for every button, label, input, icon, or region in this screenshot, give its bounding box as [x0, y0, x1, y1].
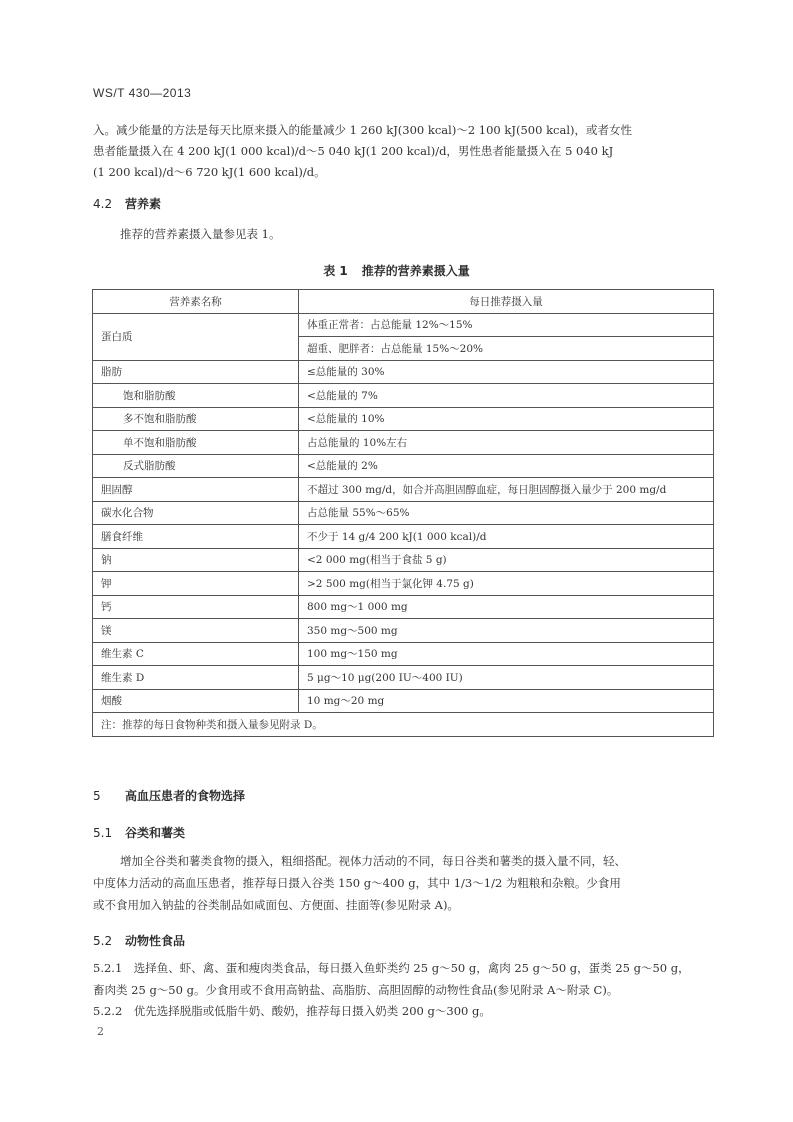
nutrient-name: 碳水化合物: [93, 501, 299, 525]
nutrient-name: 膳食纤维: [93, 525, 299, 549]
nutrient-value: 占总能量的 10%左右: [299, 431, 714, 455]
section-4-2-text: 推荐的营养素摄入量参见表 1。: [120, 227, 281, 241]
table-note-row: [93, 713, 714, 737]
table-row: [93, 313, 714, 337]
table-row: [93, 384, 714, 408]
page-number: 2: [97, 1025, 104, 1038]
section-5-1-line-3: 或不食用加入钠盐的谷类制品如咸面包、方便面、挂面等(参见附录 A)。: [93, 898, 459, 912]
intro-line-3: (1 200 kcal)/d～6 720 kJ(1 600 kcal)/d。: [93, 165, 326, 179]
section-5-2-1-line-2: 畜肉类 25 g～50 g。少食用或不食用高钠盐、高脂肪、高胆固醇的动物性食品(参见附录 A～附录 C)。: [93, 983, 619, 997]
nutrient-value: 5 μg～10 μg(200 IU～400 IU): [299, 666, 714, 690]
nutrient-name: 单不饱和脂肪酸: [93, 431, 299, 455]
nutrient-name: 胆固醇: [93, 478, 299, 502]
nutrient-name: 烟酸: [93, 689, 299, 713]
section-5-2-2-text: 5.2.2 优先选择脱脂或低脂牛奶、酸奶，推荐每日摄入奶类 200 g～300 g。: [93, 1004, 491, 1018]
nutrient-value: >2 500 mg(相当于氯化钾 4.75 g): [299, 572, 714, 596]
nutrient-value: <总能量的 10%: [299, 407, 714, 431]
nutrient-value: 350 mg～500 mg: [299, 619, 714, 643]
nutrient-value: 不超过 300 mg/d，如合并高胆固醇血症，每日胆固醇摄入量少于 200 mg/d: [299, 478, 714, 502]
nutrient-value: 不少于 14 g/4 200 kJ(1 000 kcal)/d: [299, 525, 714, 549]
table-row: [93, 666, 714, 690]
table-row: [93, 619, 714, 643]
header-daily-intake: 每日推荐摄入量: [299, 290, 714, 314]
table-caption-title: 推荐的营养素摄入量: [361, 264, 470, 278]
table-row: [93, 595, 714, 619]
table-row: [93, 548, 714, 572]
table-row: [93, 454, 714, 478]
nutrient-value: 100 mg～150 mg: [299, 642, 714, 666]
table-note: 注：推荐的每日食物种类和摄入量参见附录 D。: [93, 713, 714, 737]
nutrient-table: [92, 289, 714, 737]
nutrient-value: ≤总能量的 30%: [299, 360, 714, 384]
table-row: [93, 525, 714, 549]
nutrient-name: 维生素 D: [93, 666, 299, 690]
section-5-heading: [93, 787, 245, 804]
nutrient-name: 蛋白质: [93, 313, 299, 360]
nutrient-name: 反式脂肪酸: [93, 454, 299, 478]
table-caption: [0, 262, 793, 279]
table-row: [93, 407, 714, 431]
nutrient-value: 占总能量 55%～65%: [299, 501, 714, 525]
table-row: [93, 572, 714, 596]
table-row: [93, 689, 714, 713]
section-number: 5.1: [93, 826, 113, 840]
intro-line-1: 入。减少能量的方法是每天比原来摄入的能量减少 1 260 kJ(300 kcal)～2 100 kJ(500 kcal)，或者女性: [93, 123, 633, 137]
section-number: 5.2: [93, 934, 113, 948]
section-5-1-heading: [93, 824, 185, 841]
header-nutrient-name: 营养素名称: [93, 290, 299, 314]
nutrient-value: <总能量的 7%: [299, 384, 714, 408]
nutrient-name: 脂肪: [93, 360, 299, 384]
section-5-2-heading: [93, 932, 185, 949]
section-5-1-line-2: 中度体力活动的高血压患者，推荐每日摄入谷类 150 g～400 g，其中 1/3～1/2 为粗粮和杂粮。少食用: [93, 876, 621, 890]
section-title: 营养素: [125, 197, 162, 211]
table-row: [93, 431, 714, 455]
table-row: [93, 501, 714, 525]
table-row: [93, 642, 714, 666]
section-number: 5: [93, 789, 101, 803]
nutrient-name: 饱和脂肪酸: [93, 384, 299, 408]
nutrient-name: 钠: [93, 548, 299, 572]
section-5-1-line-1: 增加全谷类和薯类食物的摄入，粗细搭配。视体力活动的不同，每日谷类和薯类的摄入量不同，轻、: [120, 854, 626, 868]
section-number: 4.2: [93, 197, 113, 211]
nutrient-name: 镁: [93, 619, 299, 643]
table-caption-number: 表 1: [323, 264, 348, 278]
section-5-2-1-line-1: 5.2.1 选择鱼、虾、禽、蛋和瘦肉类食品，每日摄入鱼虾类约 25 g～50 g，禽肉 25 g～50 g，蛋类 25 g～50 g，: [93, 961, 690, 975]
intro-line-2: 患者能量摄入在 4 200 kJ(1 000 kcal)/d～5 040 kJ(1 200 kcal)/d，男性患者能量摄入在 5 040 kJ: [93, 144, 614, 158]
nutrient-value: 体重正常者：占总能量 12%～15%: [299, 313, 714, 337]
nutrient-value: <2 000 mg(相当于食盐 5 g): [299, 548, 714, 572]
nutrient-value: 超重、肥胖者：占总能量 15%～20%: [299, 337, 714, 361]
section-title: 高血压患者的食物选择: [125, 789, 246, 803]
table-header-row: [93, 290, 714, 314]
nutrient-value: 800 mg～1 000 mg: [299, 595, 714, 619]
section-4-2-heading: [93, 195, 161, 212]
table-row: [93, 360, 714, 384]
section-title: 动物性食品: [125, 934, 186, 948]
nutrient-value: 10 mg～20 mg: [299, 689, 714, 713]
nutrient-name: 多不饱和脂肪酸: [93, 407, 299, 431]
table-row: [93, 478, 714, 502]
nutrient-name: 钙: [93, 595, 299, 619]
standard-code: WS/T 430—2013: [93, 86, 192, 100]
nutrient-name: 钾: [93, 572, 299, 596]
nutrient-name: 维生素 C: [93, 642, 299, 666]
section-title: 谷类和薯类: [125, 826, 186, 840]
nutrient-value: <总能量的 2%: [299, 454, 714, 478]
